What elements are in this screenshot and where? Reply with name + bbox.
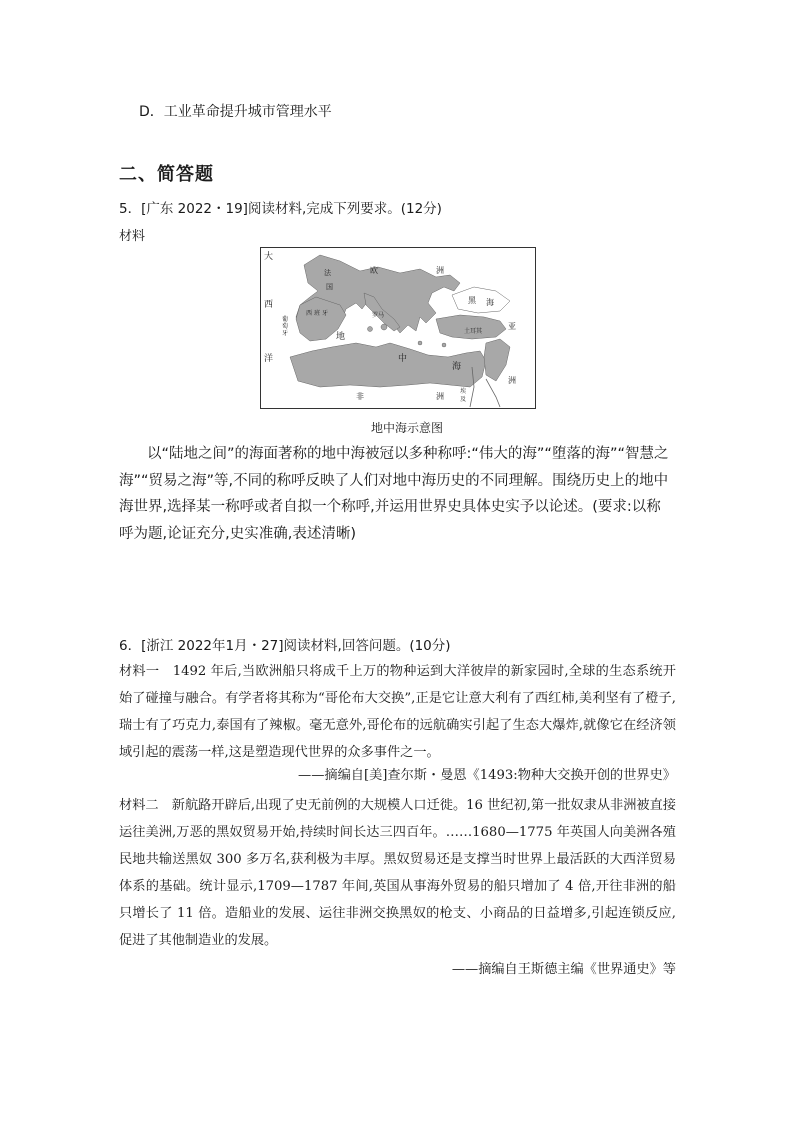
map-label: 海 <box>486 298 494 307</box>
map-label: 牙 <box>282 330 289 337</box>
map-label: 洲 <box>508 376 516 385</box>
question-6-header: 6．[浙江 2022年1月・27]阅读材料,回答问题。(10分) <box>119 638 451 654</box>
map-label: 马 <box>378 312 385 319</box>
map-label: 西 <box>306 310 313 317</box>
map-label: 洲 <box>436 266 444 275</box>
mediterranean-map <box>260 247 536 409</box>
map-label: 海 <box>452 362 462 372</box>
map-label: 亚 <box>508 322 516 331</box>
map-label: 国 <box>326 283 333 291</box>
map-label: 欧 <box>370 266 378 275</box>
island <box>442 343 446 347</box>
map-label: 埃 <box>460 388 467 395</box>
map-label: 洲 <box>436 392 444 401</box>
map-label: 班 <box>314 310 321 317</box>
island <box>381 324 387 330</box>
question-5-header: 5．[广东 2022・19]阅读材料,完成下列要求。(12分) <box>119 201 442 217</box>
map-caption: 地中海示意图 <box>371 421 444 435</box>
option-d: D．工业革命提升城市管理水平 <box>139 104 332 120</box>
map-label: 萄 <box>282 323 289 330</box>
material-two: 材料二 新航路开辟后,出现了史无前例的大规模人口迁徙。16 世纪初,第一批奴隶从非洲被直接运往美洲,万恶的黑奴贸易开始,持续时间长达三四百年。……1680—1775 年英国人向美洲各殖民地共输送黑奴 300 多万名,获利极为丰厚。黑奴贸易还是支撑当时世界上最活跃的大西洋贸易体系的基础。统计显示,1709—1787 年间,英国从事海外贸易的船只增加了 4 倍,开往非洲的船只增长了 11 倍。造船业的发展、运往非洲交换黑奴的枪支、小商品的日益增多,引起连锁反应,促进了其他制造业的发展。 <box>119 798 676 948</box>
map-label: 非 <box>356 392 364 401</box>
map-label: 土耳其 <box>464 328 483 335</box>
map-label: 及 <box>460 396 467 403</box>
map-label: 大 <box>264 252 274 262</box>
island <box>418 341 422 345</box>
map-label: 罗 <box>372 312 379 319</box>
question-5-paragraph: 以“陆地之间”的海面著称的地中海被冠以多种称呼:“伟大的海”“堕落的海”“智慧之海”“贸易之海”等,不同的称呼反映了人们对地中海历史的不同理解。围绕历史上的地中海世界,选择某一称呼或者自拟一个称呼,并运用世界史具体史实予以论述。(要求:以称呼为题,论证充分,史实准确,表述清晰) <box>119 446 669 542</box>
map-label: 中 <box>398 354 408 364</box>
section-title: 二、简答题 <box>119 164 214 185</box>
island <box>368 327 373 332</box>
map-label: 西 <box>264 300 274 310</box>
map-label: 黑 <box>468 296 476 305</box>
source-citation-1: ——摘编自[美]查尔斯・曼恩《1493:物种大交换开创的世界史》 <box>298 768 676 783</box>
map-label: 地 <box>336 332 346 342</box>
source-citation-2: ——摘编自王斯德主编《世界通史》等 <box>451 962 676 977</box>
map-label: 洋 <box>264 354 274 364</box>
map-label: 法 <box>324 269 331 277</box>
material-label: 材料 <box>119 229 146 244</box>
map-label: 葡 <box>282 316 289 323</box>
material-one: 材料一 1492 年后,当欧洲船只将成千上万的物种运到大洋彼岸的新家园时,全球的生态系统开始了碰撞与融合。有学者将其称为“哥伦布大交换”,正是它让意大利有了西红柿,美利坚有了橙子,瑞士有了巧克力,泰国有了辣椒。毫无意外,哥伦布的远航确实引起了生态大爆炸,就像它在经济领域引起的震荡一样,这是塑造现代世界的众多事件之一。 <box>119 664 676 760</box>
map-label: 牙 <box>322 310 329 317</box>
